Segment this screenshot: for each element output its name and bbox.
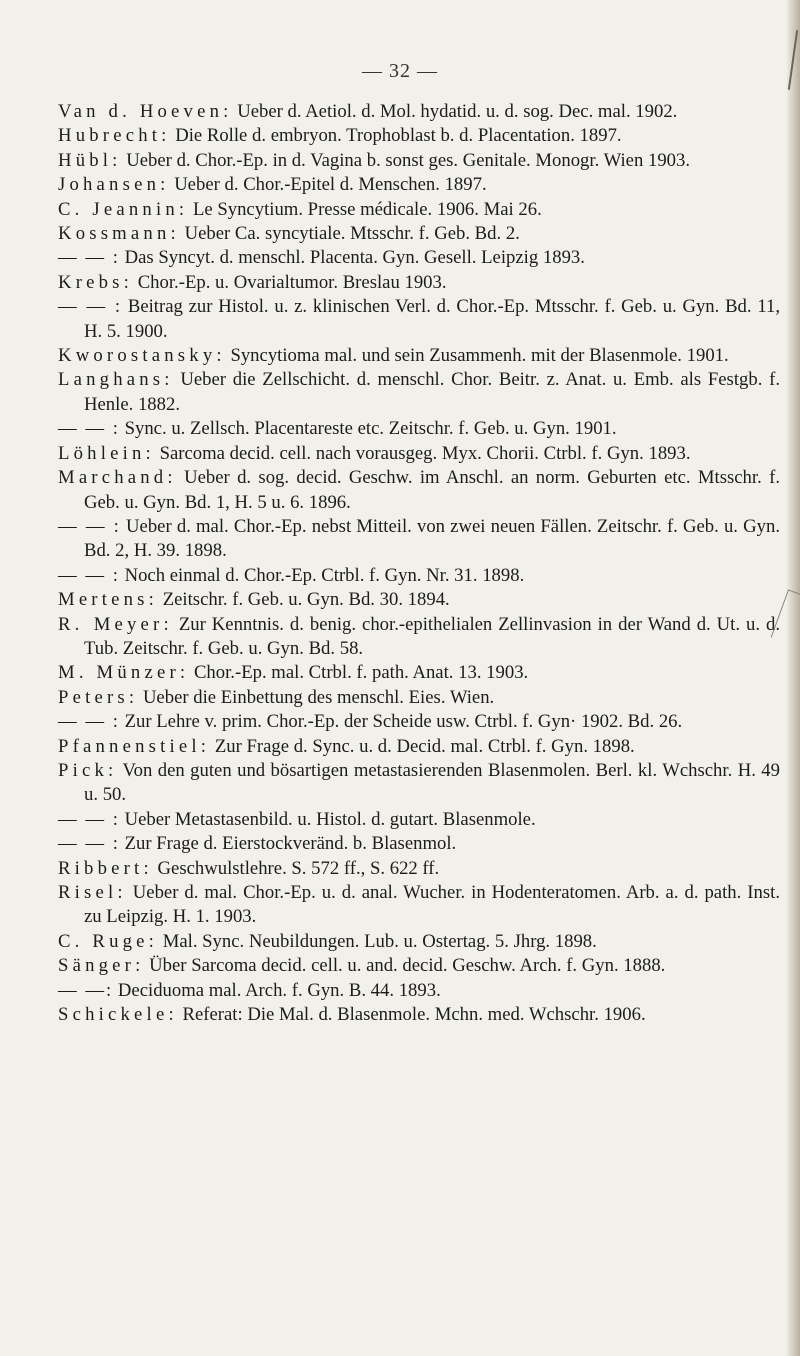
entry-text: Ueber d. Chor.-Ep. in d. Vagina b. sonst ges. Genitale. Monogr. Wien 1903. <box>121 149 691 171</box>
entry-author: Johansen: <box>58 174 170 196</box>
entry-author-ditto: — — : <box>58 247 120 269</box>
entry-text: Chor.-Ep. u. Ovarialtumor. Breslau 1903. <box>133 271 447 293</box>
entry-text: Chor.-Ep. mal. Ctrbl. f. path. Anat. 13. 1903. <box>189 662 529 684</box>
bibliography-entry <box>58 979 780 1003</box>
entry-author: Van d. Hoeven: <box>58 101 233 122</box>
entry-author: Peters: <box>58 686 139 708</box>
bibliography-entry <box>58 124 780 148</box>
entry-text: Zur Frage d. Eierstockveränd. b. Blasenmol. <box>119 833 457 855</box>
entry-author-ditto: — — : <box>58 515 121 537</box>
bibliography-entry <box>58 857 780 881</box>
bibliography-entry <box>58 808 780 832</box>
bibliography-entry <box>58 198 780 222</box>
page-edge-shadow <box>786 0 800 1356</box>
bibliography-entry <box>58 100 780 124</box>
entry-text: Über Sarcoma decid. cell. u. and. decid. Geschw. Arch. f. Gyn. 1888. <box>144 955 666 977</box>
bibliography-entry <box>58 564 780 588</box>
entry-author-ditto: — — : <box>58 833 120 855</box>
entry-author: Risel: <box>58 882 127 903</box>
bibliography-entry <box>58 295 780 344</box>
entry-author-ditto: — — : <box>58 296 123 318</box>
entry-text: Beitrag zur Histol. u. z. klinischen Verl. d. Chor.-Ep. Mtsschr. f. Geb. u. Gyn. Bd. 11, H. 5. 1900. <box>84 296 780 342</box>
bibliography-entry <box>58 442 780 466</box>
bibliography-list <box>58 100 780 1027</box>
entry-author: Langhans: <box>58 369 174 391</box>
entry-text: Ueber d. sog. decid. Geschw. im Anschl. an norm. Geburten etc. Mtsschr. f. Geb. u. Gyn. Bd. 1, H. 5 u. 6. 1896. <box>84 467 780 513</box>
entry-author: C. Jeannin: <box>58 198 189 220</box>
bibliography-entry <box>58 1003 780 1027</box>
entry-author: C. Ruge: <box>58 930 159 952</box>
entry-author: Pfannenstiel: <box>58 735 211 757</box>
entry-text: Sarcoma decid. cell. nach vorausgeg. Myx. Chorii. Ctrbl. f. Gyn. 1893. <box>154 442 691 464</box>
entry-author: Hübl: <box>58 149 122 171</box>
entry-author-ditto: — — : <box>58 711 120 733</box>
entry-author: Ribbert: <box>58 857 153 879</box>
bibliography-entry <box>58 466 780 515</box>
entry-author: Hubrecht: <box>58 125 171 147</box>
entry-text: Referat: Die Mal. d. Blasenmole. Mchn. med. Wchschr. 1906. <box>177 1004 646 1026</box>
entry-author: M. Münzer: <box>58 662 190 684</box>
bibliography-entry <box>58 735 780 759</box>
entry-text: Noch einmal d. Chor.-Ep. Ctrbl. f. Gyn. Nr. 31. 1898. <box>119 564 525 586</box>
entry-author-ditto: — — : <box>58 564 120 586</box>
bibliography-entry <box>58 417 780 441</box>
bibliography-entry <box>58 832 780 856</box>
bibliography-entry <box>58 271 780 295</box>
entry-text: Ueber die Zellschicht. d. menschl. Chor. Beitr. z. Anat. u. Emb. als Festgb. f. Henle. 1882. <box>84 369 780 415</box>
bibliography-entry <box>58 368 780 417</box>
entry-text: Mal. Sync. Neubildungen. Lub. u. Ostertag. 5. Jhrg. 1898. <box>158 930 597 952</box>
entry-text: Von den guten und bösartigen metastasierenden Blasenmolen. Berl. kl. Wchschr. H. 49 u. 50. <box>84 759 780 806</box>
entry-author: Sänger: <box>58 955 145 977</box>
entry-text: Zur Frage d. Sync. u. d. Decid. mal. Ctrbl. f. Gyn. 1898. <box>210 735 635 757</box>
bibliography-entry <box>58 710 780 734</box>
bibliography-entry <box>58 173 780 197</box>
entry-text: Die Rolle d. embryon. Trophoblast b. d. Placentation. 1897. <box>170 125 622 147</box>
entry-author: Kossmann: <box>58 223 180 245</box>
entry-text: Ueber d. mal. Chor.-Ep. nebst Mitteil. von zwei neuen Fällen. Zeitschr. f. Geb. u. Gyn. Bd. 2, H. 39. 1898. <box>84 515 780 562</box>
bibliography-entry <box>58 759 780 808</box>
bibliography-entry <box>58 588 780 612</box>
entry-text: Ueber Metastasenbild. u. Histol. d. gutart. Blasenmole. <box>119 808 536 830</box>
bibliography-entry <box>58 930 780 954</box>
entry-author: R. Meyer: <box>58 613 173 635</box>
entry-author: Schickele: <box>58 1004 178 1026</box>
entry-author: Kworostansky: <box>58 345 226 367</box>
entry-author: Löhlein: <box>58 442 155 464</box>
entry-text: Das Syncyt. d. menschl. Placenta. Gyn. Gesell. Leipzig 1893. <box>119 247 585 269</box>
entry-text: Zur Kenntnis. d. benig. chor.-epithelialen Zellinvasion in der Wand d. Ut. u. d. Tub. Zeitschr. f. Geb. u. Gyn. Bd. 58. <box>84 613 780 659</box>
entry-text: Zur Lehre v. prim. Chor.-Ep. der Scheide usw. Ctrbl. f. Gyn· 1902. Bd. 26. <box>119 711 683 733</box>
bibliography-entry <box>58 686 780 710</box>
bibliography-entry <box>58 613 780 662</box>
bibliography-entry <box>58 881 780 930</box>
entry-text: Le Syncytium. Presse médicale. 1906. Mai 26. <box>188 198 542 220</box>
entry-text: Zeitschr. f. Geb. u. Gyn. Bd. 30. 1894. <box>158 589 450 611</box>
entry-text: Syncytioma mal. und sein Zusammenh. mit der Blasenmole. 1901. <box>225 345 729 367</box>
entry-text: Ueber d. mal. Chor.-Ep. u. d. anal. Wucher. in Hodenteratomen. Arb. a. d. path. Inst. zu Leipzig. H. 1. 1903. <box>84 882 780 928</box>
entry-author: Pick: <box>58 759 118 781</box>
entry-text: Ueber die Einbettung des menschl. Eies. Wien. <box>138 686 495 708</box>
entry-author-ditto: — —: <box>58 979 114 1001</box>
entry-author-ditto: — — : <box>58 418 120 440</box>
bibliography-entry <box>58 954 780 978</box>
bibliography-entry <box>58 149 780 173</box>
page-number: — 32 — <box>362 60 438 82</box>
entry-text: Ueber Ca. syncytiale. Mtsschr. f. Geb. Bd. 2. <box>179 223 520 245</box>
bibliography-entry <box>58 246 780 270</box>
bibliography-entry <box>58 222 780 246</box>
entry-author: Marchand: <box>58 467 177 489</box>
entry-author: Mertens: <box>58 589 159 611</box>
entry-text: Ueber d. Chor.-Epitel d. Menschen. 1897. <box>169 174 487 196</box>
bibliography-entry <box>58 515 780 564</box>
entry-text: Ueber d. Aetiol. d. Mol. hydatid. u. d. sog. Dec. mal. 1902. <box>232 101 678 122</box>
bibliography-entry <box>58 661 780 685</box>
entry-text: Geschwulstlehre. S. 572 ff., S. 622 ff. <box>152 857 440 879</box>
bibliography-entry <box>58 344 780 368</box>
entry-author-ditto: — — : <box>58 808 120 830</box>
entry-text: Sync. u. Zellsch. Placentareste etc. Zeitschr. f. Geb. u. Gyn. 1901. <box>119 418 617 440</box>
entry-text: Deciduoma mal. Arch. f. Gyn. B. 44. 1893. <box>113 979 441 1001</box>
entry-author: Krebs: <box>58 271 134 293</box>
